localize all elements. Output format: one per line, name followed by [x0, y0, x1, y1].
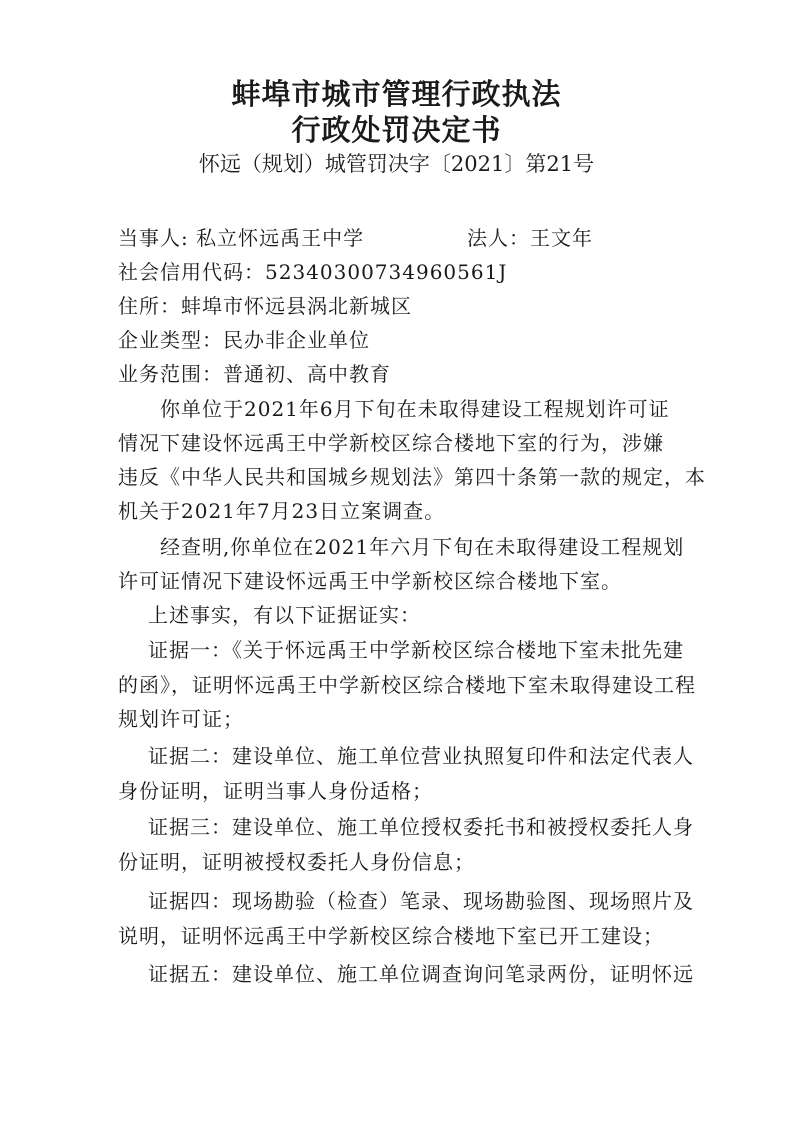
body-line: 你单位于2021年6月下旬在未取得建设工程规划许可证 — [160, 397, 670, 421]
evidence-line: 证据四：现场勘验（检查）笔录、现场勘验图、现场照片及 — [148, 889, 694, 913]
body-line: 违反《中华人民共和国城乡规划法》第四十条第一款的规定，本 — [118, 465, 706, 489]
credit-code: 社会信用代码：52340300734960561J — [118, 260, 508, 284]
evidence-line: 证据一：《关于怀远禹王中学新校区综合楼地下室未批先建 — [148, 638, 684, 662]
enterprise-type: 企业类型：民办非企业单位 — [118, 328, 370, 352]
evidence-line: 说明，证明怀远禹王中学新校区综合楼地下室已开工建设； — [118, 924, 664, 948]
legal-representative: 法人：王文年 — [467, 226, 593, 250]
document-number: 怀远（规划）城管罚决字〔2021〕第21号 — [198, 152, 595, 176]
document-title-line1: 蚌埠市城市管理行政执法 — [231, 77, 562, 111]
body-line: 上述事实，有以下证据证实： — [148, 603, 421, 627]
body-line: 情况下建设怀远禹王中学新校区综合楼地下室的行为，涉嫌 — [118, 431, 664, 455]
address: 住所：蚌埠市怀远县涡北新城区 — [118, 294, 412, 318]
evidence-line: 证据三：建设单位、施工单位授权委托书和被授权委托人身 — [148, 815, 694, 839]
evidence-line: 份证明，证明被授权委托人身份信息； — [118, 850, 475, 874]
body-line: 经查明,你单位在2021年六月下旬在未取得建设工程规划 — [160, 535, 685, 559]
evidence-line: 证据二：建设单位、施工单位营业执照复印件和法定代表人 — [148, 744, 694, 768]
party-name: 当事人: 私立怀远禹王中学 — [118, 226, 365, 250]
document-title-line2: 行政处罚决定书 — [291, 113, 502, 147]
body-line: 机关于2021年7月23日立案调查。 — [118, 499, 446, 523]
evidence-line: 规划许可证； — [118, 707, 244, 731]
evidence-line: 的函》，证明怀远禹王中学新校区综合楼地下室未取得建设工程 — [118, 673, 696, 697]
business-scope: 业务范围：普通初、高中教育 — [118, 362, 391, 386]
body-line: 许可证情况下建设怀远禹王中学新校区综合楼地下室。 — [118, 569, 622, 593]
evidence-line: 身份证明，证明当事人身份适格； — [118, 779, 433, 803]
evidence-line: 证据五：建设单位、施工单位调查询问笔录两份，证明怀远 — [148, 962, 694, 986]
